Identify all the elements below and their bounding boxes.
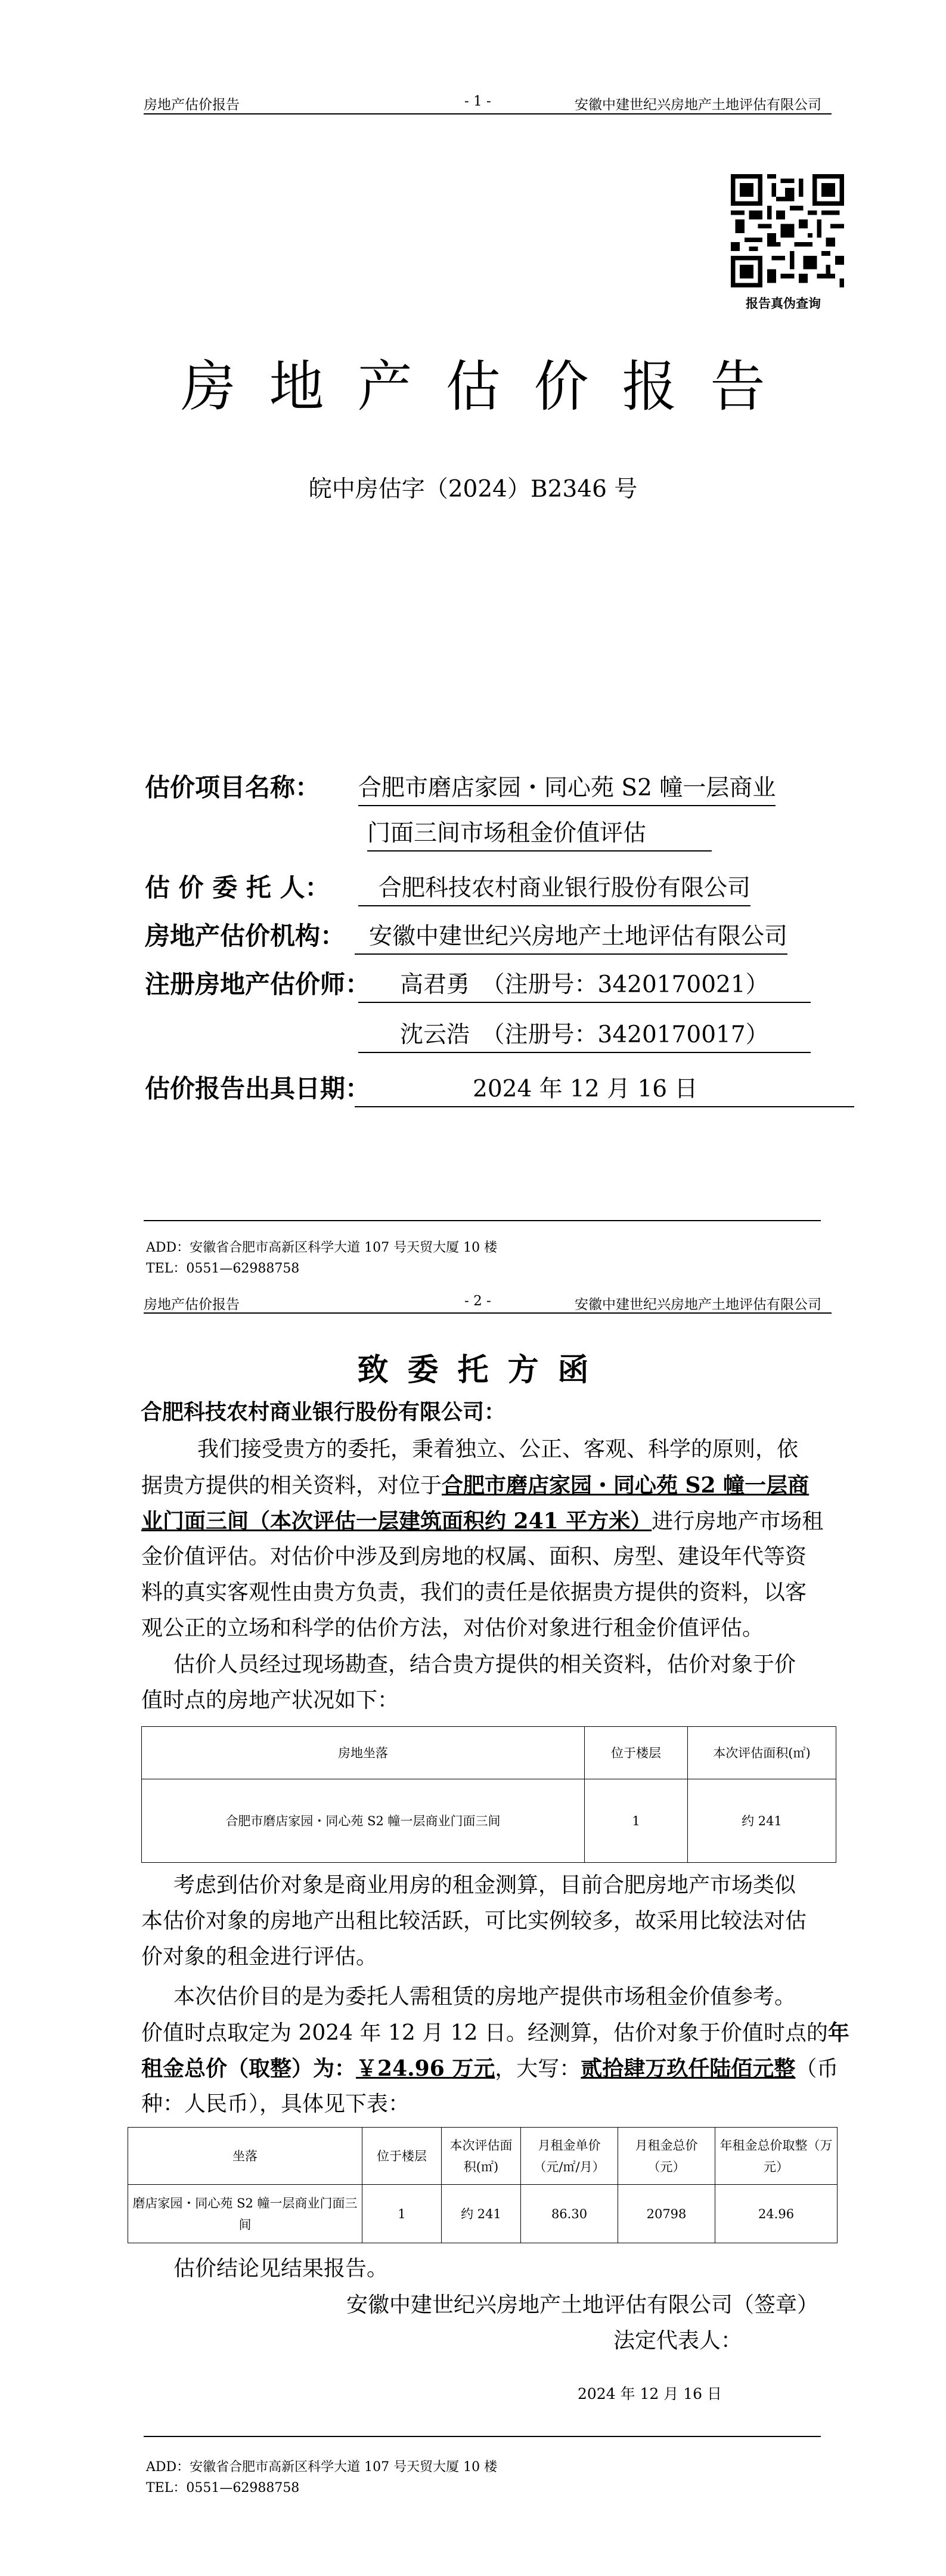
header-left: 房地产估价报告 <box>144 1297 240 1312</box>
project-value-line1: 合肥市磨店家园・同心苑 S2 幢一层商业 <box>358 769 776 806</box>
legal-representative: 法定代表人： <box>613 2329 743 2353</box>
currency-open: （币 <box>795 2057 839 2081</box>
header-rule <box>144 1312 832 1314</box>
rent-total-amount: ￥24.96 万元 <box>356 2056 495 2081</box>
qr-code-icon[interactable] <box>731 174 844 287</box>
table-cell: 20798 <box>618 2185 715 2243</box>
project-label: 估价项目名称： <box>145 773 321 802</box>
appraiser-label: 注册房地产估价师： <box>145 970 371 999</box>
property-status-table <box>141 1726 836 1863</box>
table-header-cell: 位于楼层 <box>362 2128 442 2185</box>
table-header-cell: 年租金总价取整（万元） <box>715 2128 838 2185</box>
signature-date: 2024 年 12 月 16 日 <box>578 2385 722 2402</box>
footer-address: ADD：安徽省合肥市高新区科学大道 107 号天贸大厦 10 楼 <box>146 1240 498 1255</box>
para2-line1: 估价人员经过现场勘查，结合贵方提供的相关资料，估价对象于价 <box>173 1652 796 1677</box>
client-label: 估 价 委 托 人： <box>145 873 330 902</box>
header-rule <box>144 113 832 114</box>
para4-line3 <box>141 2051 838 2086</box>
rent-valuation-table <box>128 2127 838 2243</box>
header-page-number: - 1 - <box>464 94 491 109</box>
para4-line2 <box>141 2015 849 2051</box>
para4-line4: 种：人民币），具体见下表： <box>141 2092 410 2116</box>
footer-address: ADD：安徽省合肥市高新区科学大道 107 号天贸大厦 10 楼 <box>146 2460 498 2475</box>
para1-line5: 料的真实客观性由贵方负责，我们的责任是依据贵方提供的资料，以客 <box>141 1580 807 1605</box>
table-header-cell: 月租金单价（元/㎡/月） <box>521 2128 618 2185</box>
table-row <box>142 1779 836 1863</box>
appraiser-1: 高君勇 （注册号：3420170021） <box>358 966 811 1003</box>
para4-line2-text: 价值时点取定为 2024 年 12 月 12 日。经测算，估价对象于价值时点的 <box>141 2021 828 2045</box>
para1-line1: 我们接受贵方的委托，秉着独立、公正、客观、科学的原则，依 <box>197 1437 799 1462</box>
para3-line1: 考虑到估价对象是商业用房的租金测算，目前合肥房地产市场类似 <box>173 1873 796 1897</box>
report-title: 房地产估价报告 <box>181 355 799 419</box>
table-cell: 合肥市磨店家园・同心苑 S2 幢一层商业门面三间 <box>142 1779 585 1863</box>
para2-line2: 值时点的房地产状况如下： <box>141 1688 399 1713</box>
report-cover-page <box>0 0 946 1279</box>
para3-line2: 本估价对象的房地产出租比较活跃，可比实例较多，故采用比较法对估 <box>141 1909 807 1933</box>
para4-line1: 本次估价目的是为委托人需租赁的房地产提供市场租金价值参考。 <box>173 1984 796 2009</box>
para1-line6: 观公正的立场和科学的估价方法，对估价对象进行租金价值评估。 <box>141 1616 764 1640</box>
table-row <box>128 2185 838 2243</box>
table-header-cell: 月租金总价（元） <box>618 2128 715 2185</box>
agency-value: 安徽中建世纪兴房地产土地评估有限公司 <box>355 918 787 955</box>
table-header-cell: 房地坐落 <box>142 1727 585 1779</box>
table-header-cell: 本次评估面积(㎡) <box>442 2128 521 2185</box>
table-cell: 约 241 <box>688 1779 836 1863</box>
qr-caption: 报告真伪查询 <box>746 296 821 311</box>
report-date-value: 2024 年 12 月 16 日 <box>355 1070 854 1107</box>
footer-tel: TEL：0551—62988758 <box>146 2481 300 2496</box>
report-date-label: 估价报告出具日期： <box>145 1074 371 1103</box>
table-cell: 1 <box>362 2185 442 2243</box>
letter-page <box>0 1279 946 2576</box>
client-value: 合肥科技农村商业银行股份有限公司 <box>358 869 750 906</box>
para1-line3-text: 进行房地产市场租 <box>652 1509 824 1534</box>
appraiser-2: 沈云浩 （注册号：3420170017） <box>358 1016 811 1053</box>
header-right: 安徽中建世纪兴房地产土地评估有限公司 <box>575 1297 821 1312</box>
footer-rule <box>144 1220 821 1221</box>
para1-line2 <box>141 1468 809 1503</box>
para3-line3: 价对象的租金进行评估。 <box>141 1945 378 1969</box>
rent-capital-label: ，大写： <box>495 2057 581 2081</box>
para4-line2-year: 年 <box>827 2020 849 2045</box>
footer-tel: TEL：0551—62988758 <box>146 1261 300 1276</box>
document-number: 皖中房估字（2024）B2346 号 <box>308 476 638 503</box>
table-cell: 86.30 <box>521 2185 618 2243</box>
table-header-row <box>128 2128 838 2185</box>
table-cell: 1 <box>585 1779 688 1863</box>
agency-label: 房地产估价机构： <box>145 921 346 950</box>
table-header-row <box>142 1727 836 1779</box>
table-cell: 24.96 <box>715 2185 838 2243</box>
signature-company: 安徽中建世纪兴房地产土地评估有限公司（签章） <box>346 2293 819 2317</box>
table-cell: 磨店家园・同心苑 S2 幢一层商业门面三间 <box>128 2185 362 2243</box>
para1-line4: 金价值评估。对估价中涉及到房地的权属、面积、房型、建设年代等资 <box>141 1544 807 1569</box>
para1-line3 <box>141 1504 823 1539</box>
property-location-underlined: 合肥市磨店家园・同心苑 S2 幢一层商 <box>442 1473 809 1498</box>
header-page-number: - 2 - <box>464 1293 491 1309</box>
footer-rule <box>144 2436 821 2437</box>
rent-total-label: 租金总价（取整）为： <box>141 2056 356 2081</box>
letter-title: 致委托方函 <box>357 1352 608 1388</box>
project-value-line2: 门面三间市场租金价值评估 <box>367 815 712 852</box>
addressee: 合肥科技农村商业银行股份有限公司： <box>141 1400 506 1425</box>
header-right: 安徽中建世纪兴房地产土地评估有限公司 <box>575 97 821 113</box>
header-left: 房地产估价报告 <box>144 97 240 113</box>
table-cell: 约 241 <box>442 2185 521 2243</box>
property-area-underlined: 业门面三间（本次评估一层建筑面积约 241 平方米） <box>141 1509 652 1534</box>
para1-line2-text: 据贵方提供的相关资料，对位于 <box>141 1473 442 1498</box>
table-header-cell: 位于楼层 <box>585 1727 688 1779</box>
conclusion-line: 估价结论见结果报告。 <box>173 2256 389 2281</box>
rent-total-in-words: 贰拾肆万玖仟陆佰元整 <box>581 2056 796 2081</box>
table-header-cell: 本次评估面积(㎡) <box>688 1727 836 1779</box>
table-header-cell: 坐落 <box>128 2128 362 2185</box>
